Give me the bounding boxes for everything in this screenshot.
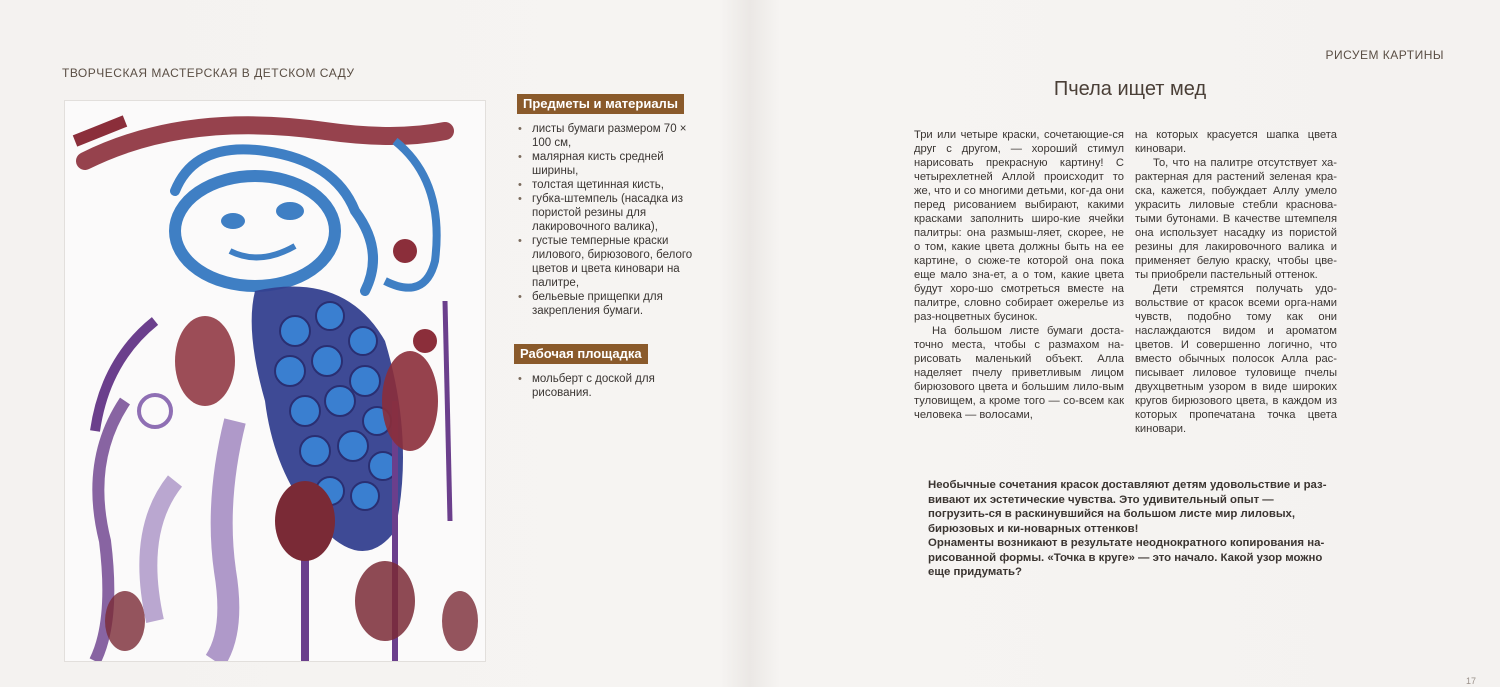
list-item: • густые темперные краски лилового, бирюзового, белого цветов и цвета киновари на палитре, <box>508 234 708 290</box>
running-header-left: ТВОРЧЕСКАЯ МАСТЕРСКАЯ В ДЕТСКОМ САДУ <box>62 66 355 80</box>
child-painting-image <box>64 100 486 662</box>
materials-list <box>508 122 708 318</box>
paragraph: Дети стремятся получать удо-вольствие от красок всеми орга-нами чувств, подобно тому как они наслаждаются видом и ароматом цветов. И совершенно логично, что вместо обычных полосок Алла рас-писывает лиловое туловище пчелы двухцветным узором в виде широких кругов бирюзового цвета, в каждом из которых пропечатана точка цвета киновари. <box>1135 283 1337 435</box>
article-column-1 <box>914 128 1124 422</box>
list-item: • мольберт с доской для рисования. <box>508 372 708 400</box>
note-paragraph: Необычные сочетания красок доставляют детям удовольствие и раз-вивают их эстетические чувства. Это удивительный опыт — погрузить-ся в раскинувшийся на большом листе мир лиловых, бирюзовых и ки-новарных оттенков! <box>928 479 1327 535</box>
page-number: 17 <box>1465 676 1476 686</box>
paragraph: Три или четыре краски, сочетающие-ся друг с другом, — хороший стимул нарисовать прекрасную картину! С четырехлетней Аллой происходит то же, что и со многими детьми, ког-да они перед рисованием выбирают, какими красками заполнить широ-кие ячейки палитры: она размыш-ляет, скорее, не о том, какие цвета должны быть на ее картине, о сюже-те которой она пока еще мало зна-ет, а о том, какие цвета будут хоро-шо смотреться вместе на палитре, словно собирает ожерелье из раз-ноцветных бусинок. <box>914 129 1124 323</box>
list-item: • малярная кисть средней ширины, <box>508 150 708 178</box>
bee-painting-illustration <box>65 101 485 661</box>
list-item: • губка-штемпель (насадка из пористой резины для лакировочного валика), <box>508 192 708 234</box>
article-column-2 <box>1135 128 1337 436</box>
running-header-right: РИСУЕМ КАРТИНЫ <box>1325 48 1444 62</box>
materials-heading: Предметы и материалы <box>517 94 684 114</box>
note-paragraph: Орнаменты возникают в результате неоднократного копирования на-рисованной формы. «Точка в круге» — это начало. Какой узор можно еще придумать? <box>928 537 1325 578</box>
workspace-heading: Рабочая площадка <box>514 344 648 364</box>
paragraph: То, что на палитре отсутствует ха-рактерная для растений зеленая кра-ска, кажется, побуждает Аллу умело украсить лиловые стебли краснова-тыми бутонами. В качестве штемпеля она использует насадку из пористой резины для лакировочного валика и применяет белую краску, чтобы цве-ты приобрели пастельный оттенок. <box>1135 157 1337 281</box>
workspace-list <box>508 372 708 400</box>
list-item: • листы бумаги размером 70 × 100 см, <box>508 122 708 150</box>
list-item: • бельевые прищепки для закрепления бумаги. <box>508 290 708 318</box>
paragraph: На большом листе бумаги доста-точно места, чтобы с размахом на-рисовать маленький объект. Алла наделяет пчелу приветливым лицом бирюзового цвета и большим лило-вым туловищем, а кроме того — со-всем как человека — волосами, <box>914 325 1124 421</box>
list-item: • толстая щетинная кисть, <box>508 178 708 192</box>
article-title: Пчела ищет мед <box>1053 78 1207 100</box>
paragraph: на которых красуется шапка цвета киновари. <box>1135 129 1337 155</box>
highlight-note <box>928 478 1328 580</box>
